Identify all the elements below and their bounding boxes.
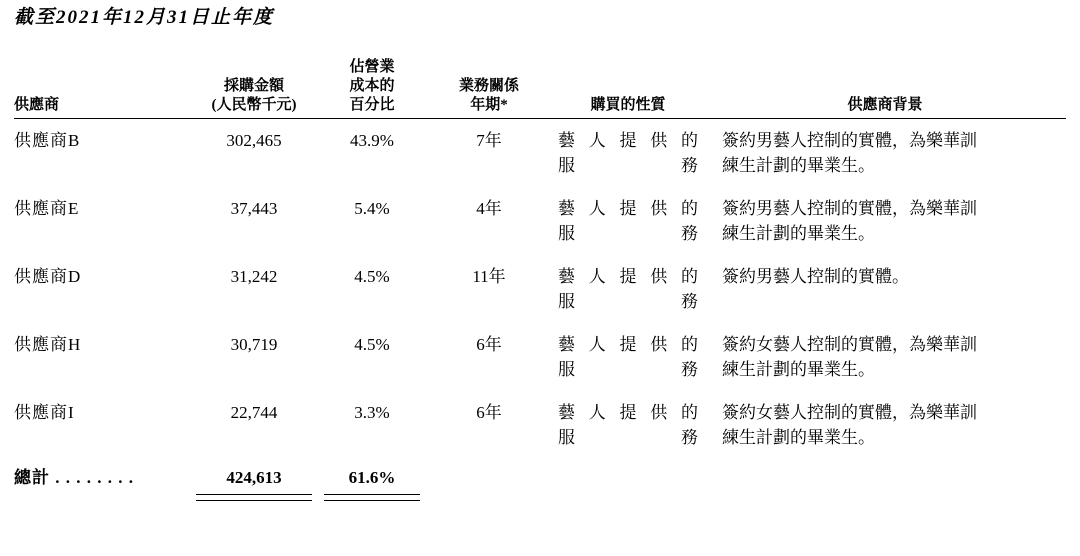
cell-supplier: 供應商B xyxy=(14,131,81,150)
cell-total-years-empty xyxy=(426,459,552,492)
cell-supplier: 供應商D xyxy=(14,267,82,286)
table-header xyxy=(14,58,1066,119)
cell-nature: 藝人提供的 服務 xyxy=(558,267,698,311)
cell-amount: 37,443 xyxy=(230,199,278,218)
table-row xyxy=(14,391,1066,459)
table-row xyxy=(14,255,1066,323)
document-page xyxy=(0,4,1080,556)
cell-background: 簽約女藝人控制的實體，為樂華訓 練生計劃的畢業生。 xyxy=(722,403,977,447)
page-title: 截至2021年12月31日止年度 xyxy=(14,7,275,28)
supplier-purchases-table xyxy=(14,58,1066,501)
cell-amount: 22,744 xyxy=(230,403,278,422)
cell-supplier: 供應商H xyxy=(14,335,82,354)
cell-nature: 藝人提供的 服務 xyxy=(558,199,698,243)
cell-background: 簽約女藝人控制的實體，為樂華訓 練生計劃的畢業生。 xyxy=(722,335,977,379)
total-rule-spacer xyxy=(14,492,190,501)
cell-percent: 5.4% xyxy=(354,199,390,218)
cell-years: 11年 xyxy=(472,267,506,286)
column-header-percent: 佔營業 成本的 百分比 xyxy=(318,58,426,119)
column-header-background: 供應商背景 xyxy=(704,58,1066,119)
cell-percent: 4.5% xyxy=(354,335,390,354)
total-rule-spacer xyxy=(704,492,1066,501)
table-total-row xyxy=(14,459,1066,492)
column-header-supplier: 供應商 xyxy=(14,58,190,119)
cell-total-amount: 424,613 xyxy=(226,468,282,487)
cell-nature: 藝人提供的 服務 xyxy=(558,131,698,175)
total-rule-spacer xyxy=(426,492,552,501)
cell-amount: 31,242 xyxy=(230,267,278,286)
cell-background: 簽約男藝人控制的實體。 xyxy=(722,267,909,286)
cell-amount: 302,465 xyxy=(226,131,282,150)
total-rule-amount xyxy=(190,492,318,501)
cell-background: 簽約男藝人控制的實體，為樂華訓 練生計劃的畢業生。 xyxy=(722,131,977,175)
cell-amount: 30,719 xyxy=(230,335,278,354)
cell-total-label: 總計 . . . . . . . . xyxy=(14,468,134,487)
table-total-rule-row xyxy=(14,492,1066,501)
cell-years: 4年 xyxy=(476,199,502,218)
table-row xyxy=(14,119,1066,188)
cell-total-background-empty xyxy=(704,459,1066,492)
table-row xyxy=(14,187,1066,255)
table-body xyxy=(14,119,1066,502)
column-header-nature: 購買的性質 xyxy=(552,58,704,119)
cell-supplier: 供應商E xyxy=(14,199,80,218)
cell-percent: 4.5% xyxy=(354,267,390,286)
total-rule-spacer xyxy=(552,492,704,501)
cell-nature: 藝人提供的 服務 xyxy=(558,403,698,447)
cell-nature: 藝人提供的 服務 xyxy=(558,335,698,379)
cell-years: 6年 xyxy=(476,403,502,422)
column-header-years: 業務關係 年期* xyxy=(426,58,552,119)
cell-percent: 43.9% xyxy=(350,131,394,150)
cell-supplier: 供應商I xyxy=(14,403,75,422)
cell-total-nature-empty xyxy=(552,459,704,492)
column-header-amount: 採購金額 (人民幣千元) xyxy=(190,58,318,119)
cell-total-percent: 61.6% xyxy=(348,468,396,487)
cell-years: 6年 xyxy=(476,335,502,354)
table-row xyxy=(14,323,1066,391)
cell-background: 簽約男藝人控制的實體，為樂華訓 練生計劃的畢業生。 xyxy=(722,199,977,243)
cell-years: 7年 xyxy=(476,131,502,150)
cell-percent: 3.3% xyxy=(354,403,390,422)
total-rule-percent xyxy=(318,492,426,501)
